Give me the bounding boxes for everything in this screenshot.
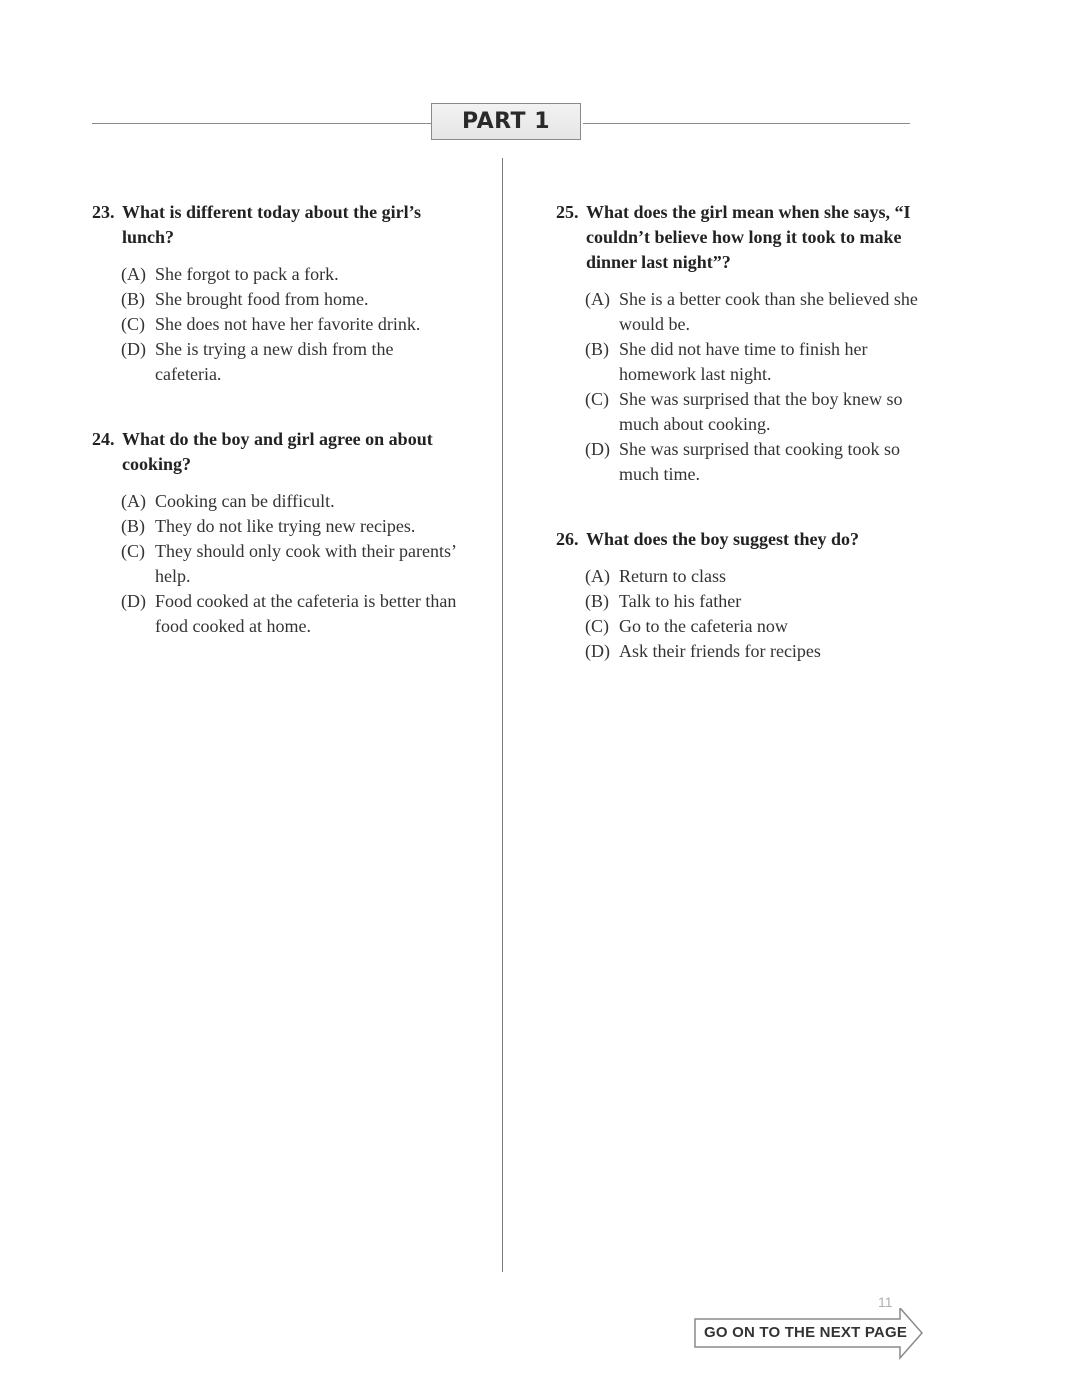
question-stem: [92, 200, 462, 250]
option-text: Cooking can be difficult.: [155, 491, 335, 511]
option-letter: (B): [121, 289, 145, 309]
answer-option-c[interactable]: [585, 614, 926, 639]
answer-options: [92, 489, 462, 639]
option-letter: (D): [585, 439, 610, 459]
option-text: They should only cook with their parents’ help.: [155, 541, 456, 586]
answer-option-d[interactable]: [121, 337, 462, 387]
option-text: She is trying a new dish from the cafeteria.: [155, 339, 394, 384]
option-text: Talk to his father: [619, 591, 742, 611]
question-24: [92, 427, 462, 639]
option-text: She brought food from home.: [155, 289, 369, 309]
option-text: She did not have time to finish her homework last night.: [619, 339, 868, 384]
left-column: [92, 200, 462, 679]
option-letter: (C): [121, 541, 145, 561]
answer-option-b[interactable]: [585, 337, 926, 387]
option-letter: (D): [121, 591, 146, 611]
answer-option-d[interactable]: [585, 437, 926, 487]
question-number: 24.: [92, 429, 115, 449]
option-text: She does not have her favorite drink.: [155, 314, 421, 334]
answer-option-a[interactable]: [121, 489, 462, 514]
question-text: What does the boy suggest they do?: [586, 529, 860, 549]
option-letter: (A): [585, 289, 610, 309]
next-page-label: GO ON TO THE NEXT PAGE: [704, 1324, 908, 1341]
option-letter: (B): [585, 591, 609, 611]
option-text: Return to class: [619, 566, 726, 586]
header-rule-left: [92, 123, 432, 124]
page-number: 11: [878, 1294, 893, 1310]
answer-option-c[interactable]: [121, 539, 462, 589]
option-text: She was surprised that the boy knew so much about cooking.: [619, 389, 903, 434]
option-letter: (C): [585, 389, 609, 409]
option-letter: (A): [121, 491, 146, 511]
option-letter: (D): [121, 339, 146, 359]
option-text: She is a better cook than she believed she would be.: [619, 289, 918, 334]
option-text: They do not like trying new recipes.: [155, 516, 416, 536]
question-stem: [556, 200, 926, 275]
question-number: 23.: [92, 202, 115, 222]
answer-options: [556, 287, 926, 487]
answer-option-a[interactable]: [585, 564, 926, 589]
next-page-button[interactable]: [694, 1308, 924, 1360]
option-text: She forgot to pack a fork.: [155, 264, 339, 284]
question-26: [556, 527, 926, 664]
question-number: 26.: [556, 529, 579, 549]
answer-option-d[interactable]: [121, 589, 462, 639]
question-23: [92, 200, 462, 387]
question-stem: [92, 427, 462, 477]
option-letter: (B): [585, 339, 609, 359]
answer-option-b[interactable]: [121, 514, 462, 539]
option-letter: (C): [585, 616, 609, 636]
answer-options: [556, 564, 926, 664]
answer-option-b[interactable]: [121, 287, 462, 312]
question-text: What is different today about the girl’s lunch?: [122, 202, 421, 247]
option-text: Ask their friends for recipes: [619, 641, 821, 661]
option-text: She was surprised that cooking took so much time.: [619, 439, 900, 484]
option-letter: (A): [121, 264, 146, 284]
part-heading: [431, 103, 581, 140]
header-rule-right: [583, 123, 910, 124]
question-25: [556, 200, 926, 487]
question-number: 25.: [556, 202, 579, 222]
answer-option-b[interactable]: [585, 589, 926, 614]
option-text: Go to the cafeteria now: [619, 616, 788, 636]
answer-options: [92, 262, 462, 387]
question-stem: [556, 527, 926, 552]
answer-option-a[interactable]: [585, 287, 926, 337]
option-letter: (A): [585, 566, 610, 586]
answer-option-d[interactable]: [585, 639, 926, 664]
answer-option-c[interactable]: [121, 312, 462, 337]
question-text: What does the girl mean when she says, “I couldn’t believe how long it took to make dinner last night”?: [586, 202, 911, 272]
part-label: PART 1: [461, 109, 551, 134]
answer-option-c[interactable]: [585, 387, 926, 437]
right-column: [556, 200, 926, 704]
column-divider: [502, 158, 503, 1272]
option-text: Food cooked at the cafeteria is better than food cooked at home.: [155, 591, 457, 636]
option-letter: (B): [121, 516, 145, 536]
question-text: What do the boy and girl agree on about cooking?: [122, 429, 433, 474]
option-letter: (C): [121, 314, 145, 334]
option-letter: (D): [585, 641, 610, 661]
answer-option-a[interactable]: [121, 262, 462, 287]
